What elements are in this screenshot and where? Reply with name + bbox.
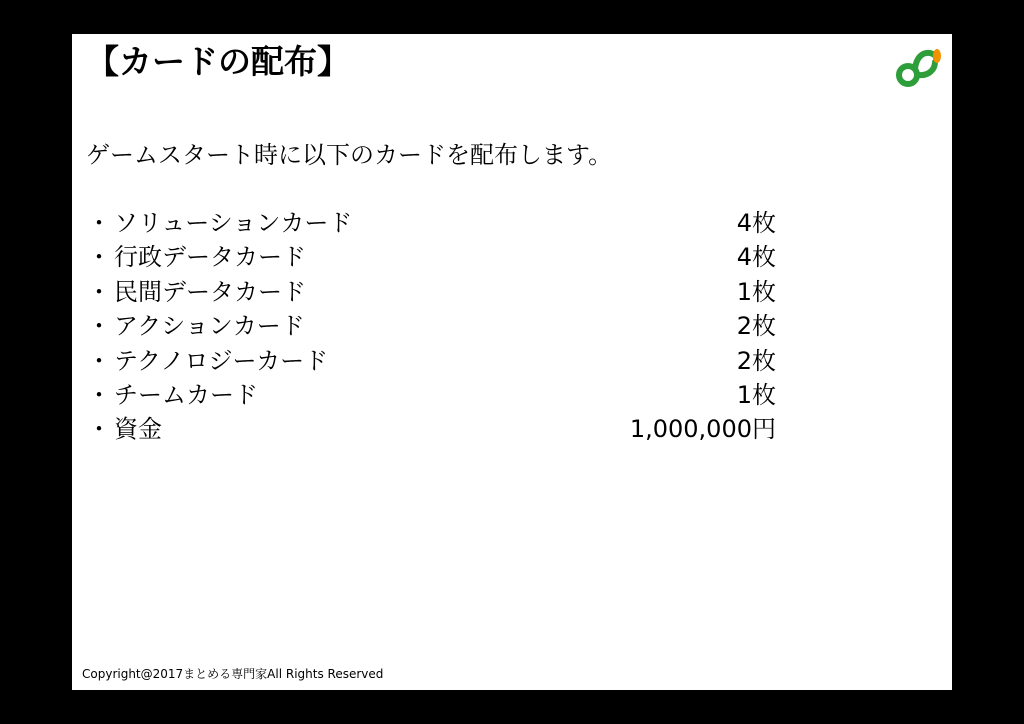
- card-count: 2枚: [736, 312, 776, 341]
- bullet: ・: [87, 243, 111, 272]
- card-count: 1,000,000円: [629, 415, 776, 444]
- intro-text: ゲームスタート時に以下のカードを配布します。: [86, 141, 613, 169]
- card-count: 1枚: [736, 380, 776, 409]
- list-item: [86, 344, 776, 378]
- list-item: [86, 309, 776, 343]
- card-name: 行政データカード: [114, 243, 306, 272]
- slide: [72, 34, 952, 690]
- bullet: ・: [87, 312, 111, 341]
- card-name: アクションカード: [114, 312, 305, 341]
- card-name: チームカード: [114, 380, 258, 409]
- card-name: ソリューションカード: [114, 209, 353, 237]
- card-distribution-list: [86, 206, 776, 447]
- card-name: テクノロジーカード: [114, 346, 329, 375]
- bullet: ・: [87, 346, 111, 375]
- bullet: ・: [87, 415, 111, 444]
- copyright-footer: Copyright@2017まとめる専門家All Rights Reserved: [82, 667, 384, 681]
- slide-title: 【カードの配布】: [86, 42, 350, 81]
- bullet: ・: [87, 277, 111, 306]
- card-count: 4枚: [736, 209, 776, 237]
- card-name: 資金: [114, 415, 162, 444]
- logo-icon: [894, 40, 944, 90]
- list-item: [86, 240, 776, 274]
- card-count: 4枚: [736, 243, 776, 272]
- list-item: [86, 206, 776, 240]
- card-count: 1枚: [736, 277, 776, 306]
- list-item: [86, 378, 776, 412]
- bullet: ・: [87, 380, 111, 409]
- bullet: ・: [87, 209, 111, 237]
- card-name: 民間データカード: [114, 277, 306, 306]
- list-item: [86, 275, 776, 309]
- card-count: 2枚: [736, 346, 776, 375]
- list-item: [86, 412, 776, 446]
